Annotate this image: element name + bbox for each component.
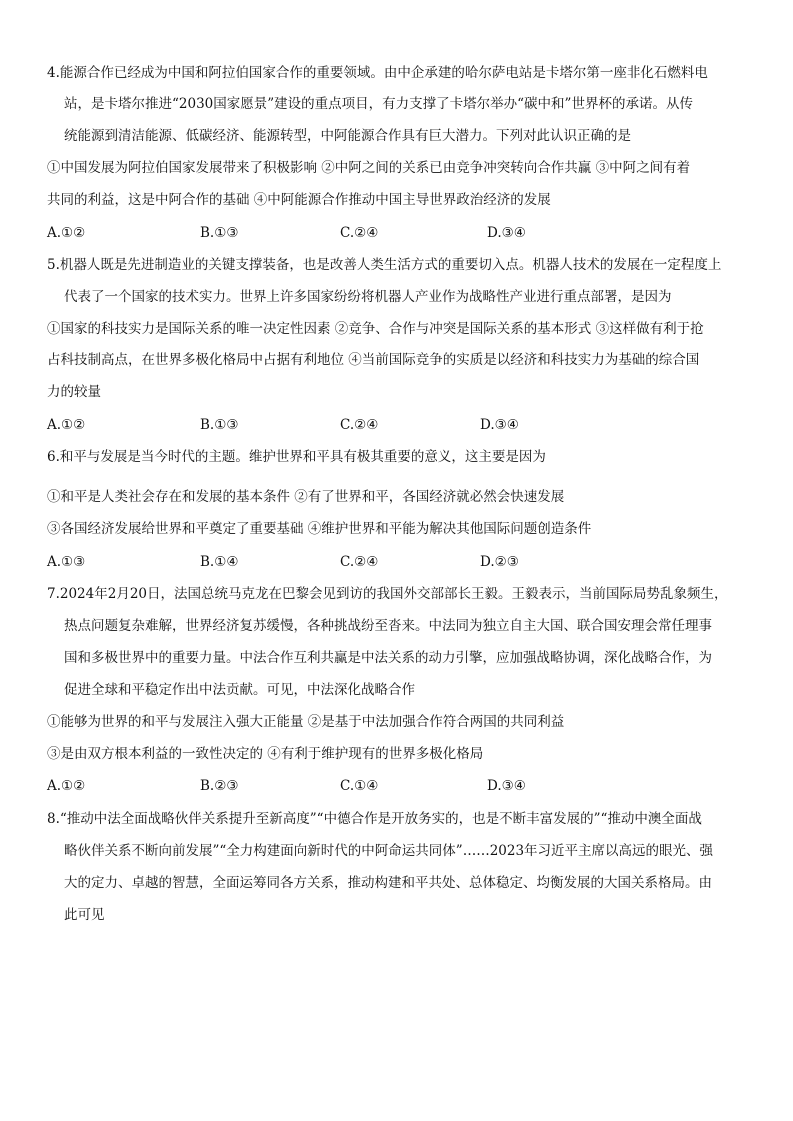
q6-statement-line-2: ③各国经济发展给世界和平奠定了重要基础 ④维护世界和平能为解决其他国际问题创造条件 <box>47 521 592 537</box>
q7-stem-line-1: 7.2024年2月20日，法国总统马克龙在巴黎会见到访的我国外交部部长王毅。王毅表示，当前国际局势乱象频生， <box>47 586 728 602</box>
q4-statement-line-2: 共同的利益，这是中阿合作的基础 ④中阿能源合作推动中国主导世界政治经济的发展 <box>47 192 551 208</box>
q5-option-b[interactable]: B.①③ <box>200 417 239 433</box>
q5-option-c[interactable]: C.②④ <box>340 417 379 433</box>
q7-option-a[interactable]: A.①② <box>47 778 86 794</box>
q5-statement-line-2: 占科技制高点，在世界多极化格局中占据有利地位 ④当前国际竞争的实质是以经济和科技实力为基础的综合国 <box>47 352 700 368</box>
q8-stem-line-1: 8.“推动中法全面战略伙伴关系提升至新高度”“中德合作是开放务实的，也是不断丰富发展的”“推动中澳全面战 <box>47 811 702 827</box>
q8-stem-line-4: 此可见 <box>64 907 105 923</box>
q6-stem-line-1: 6.和平与发展是当今时代的主题。维护世界和平具有极其重要的意义，这主要是因为 <box>47 449 546 465</box>
q5-statement-line-3: 力的较量 <box>47 384 101 400</box>
q4-option-b[interactable]: B.①③ <box>200 225 239 241</box>
q4-stem-line-2: 站，是卡塔尔推进“2030国家愿景”建设的重点项目，有力支撑了卡塔尔举办“碳中和”世界杯的承诺。从传 <box>64 96 693 112</box>
q7-stem-line-3: 国和多极世界中的重要力量。中法合作互利共赢是中法关系的动力引擎，应加强战略协调，深化战略合作，为 <box>64 650 712 666</box>
q5-stem-line-1: 5.机器人既是先进制造业的关键支撑装备，也是改善人类生活方式的重要切入点。机器人技术的发展在一定程度上 <box>47 257 722 273</box>
q7-stem-line-4: 促进全球和平稳定作出中法贡献。可见，中法深化战略合作 <box>64 682 415 698</box>
q4-statement-line-1: ①中国发展为阿拉伯国家发展带来了积极影响 ②中阿之间的关系已由竞争冲突转向合作共赢 ③中阿之间有着 <box>47 160 691 176</box>
q6-option-c[interactable]: C.②④ <box>340 554 379 570</box>
q7-statement-line-1: ①能够为世界的和平与发展注入强大正能量 ②是基于中法加强合作符合两国的共同利益 <box>47 714 565 730</box>
q4-stem-line-1: 4.能源合作已经成为中国和阿拉伯国家合作的重要领域。由中企承建的哈尔萨电站是卡塔尔第一座非化石燃料电 <box>47 65 708 81</box>
q4-option-a[interactable]: A.①② <box>47 225 86 241</box>
q7-option-c[interactable]: C.①④ <box>340 778 379 794</box>
q6-option-d[interactable]: D.②③ <box>480 554 519 570</box>
q8-stem-line-2: 略伙伴关系不断向前发展”“全力构建面向新时代的中阿命运共同体”……2023年习近平主席以高远的眼光、强 <box>64 843 714 859</box>
q6-statement-line-1: ①和平是人类社会存在和发展的基本条件 ②有了世界和平，各国经济就必然会快速发展 <box>47 489 565 505</box>
q4-stem-line-3: 统能源到清洁能源、低碳经济、能源转型，中阿能源合作具有巨大潜力。下列对此认识正确的是 <box>64 128 631 144</box>
q7-stem-line-2: 热点问题复杂难解，世界经济复苏缓慢，各种挑战纷至沓来。中法同为独立自主大国、联合国安理会常任理事 <box>64 618 712 634</box>
q6-option-a[interactable]: A.①③ <box>47 554 86 570</box>
q5-option-a[interactable]: A.①② <box>47 417 86 433</box>
q7-option-b[interactable]: B.②③ <box>200 778 239 794</box>
q4-option-c[interactable]: C.②④ <box>340 225 379 241</box>
q5-stem-line-2: 代表了一个国家的技术实力。世界上许多国家纷纷将机器人产业作为战略性产业进行重点部署，是因为 <box>64 289 672 305</box>
q7-statement-line-2: ③是由双方根本利益的一致性决定的 ④有利于维护现有的世界多极化格局 <box>47 746 484 762</box>
q5-statement-line-1: ①国家的科技实力是国际关系的唯一决定性因素 ②竞争、合作与冲突是国际关系的基本形式 ③这样做有利于抢 <box>47 321 704 337</box>
q7-option-d[interactable]: D.③④ <box>487 778 526 794</box>
q4-option-d[interactable]: D.③④ <box>487 225 526 241</box>
q8-stem-line-3: 大的定力、卓越的智慧，全面运筹同各方关系，推动构建和平共处、总体稳定、均衡发展的大国关系格局。由 <box>64 875 712 891</box>
q6-option-b[interactable]: B.①④ <box>200 554 239 570</box>
q5-option-d[interactable]: D.③④ <box>480 417 519 433</box>
